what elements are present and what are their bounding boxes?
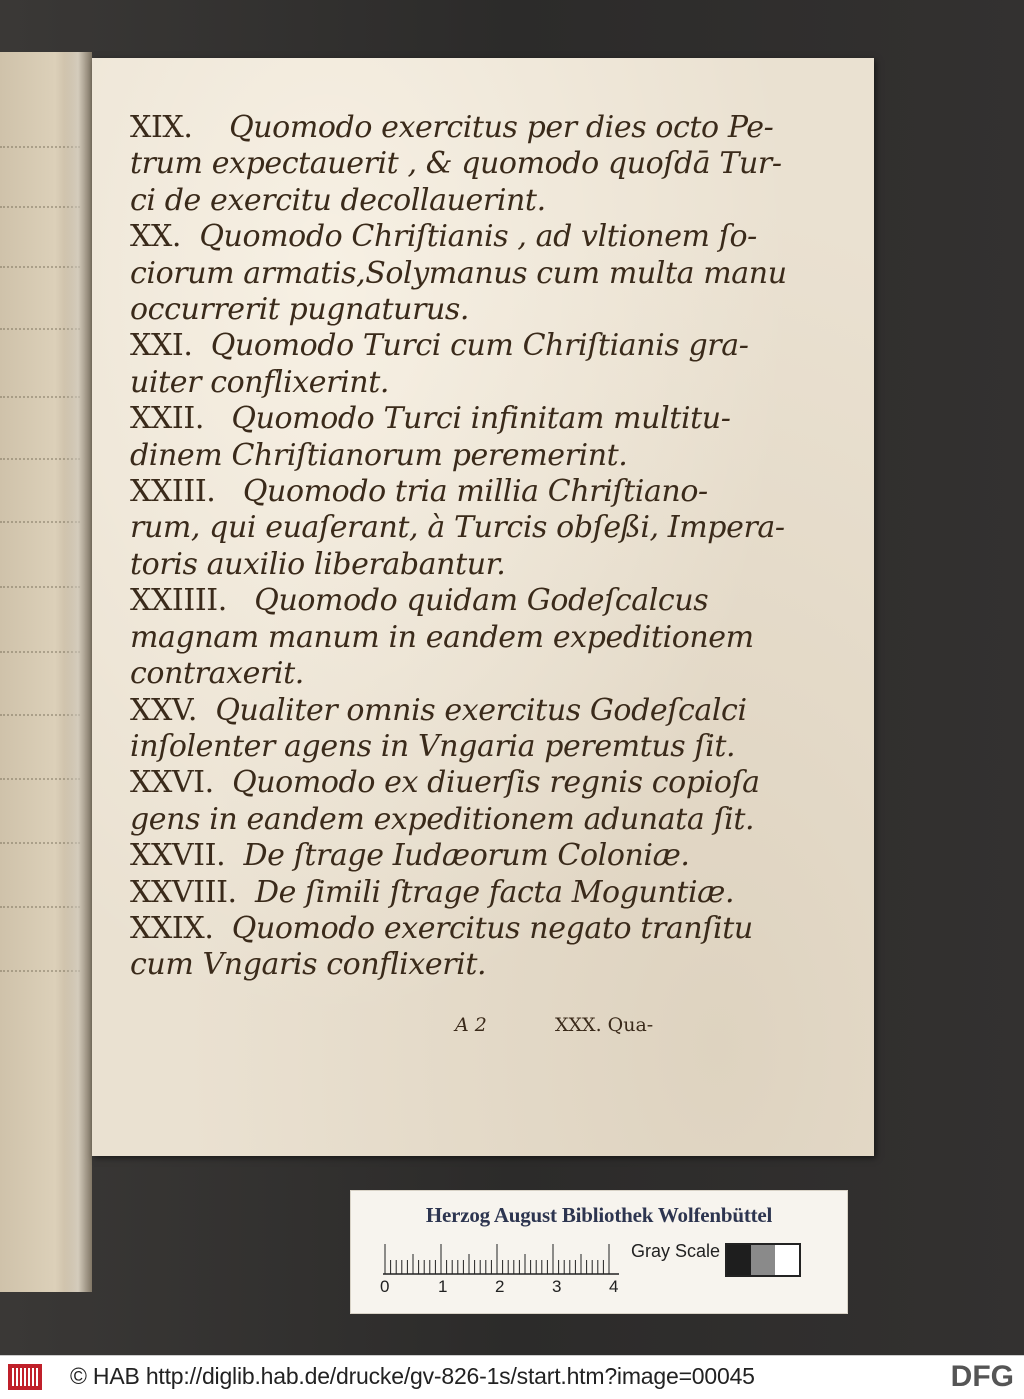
ruler-label: 0 [380,1277,390,1296]
page-fold-shadow [64,52,92,1292]
chapter-entry-22 [130,401,731,474]
text-line [130,910,753,947]
line-text: Quomodo exercitus negato tranſitu [231,910,753,946]
chapter-numeral: XX. [130,219,182,255]
text-line [130,474,708,510]
text-line: occurrerit pugnaturus. [130,292,470,328]
source-credit: © HAB http://diglib.hab.de/drucke/gv-826-1s/start.htm?image=00045 [70,1363,755,1389]
hab-logo-icon [8,1364,42,1390]
line-text: Qualiter omnis exercitus Godeſcalci [215,692,747,728]
catchword: XXX. Qua- [555,1014,654,1036]
chapter-entry-25 [130,692,747,766]
line-text: Quomodo Chriſtianis , ad vltionem ſo- [199,219,757,255]
text-line: uiter conflixerint. [130,364,390,400]
text-line [130,838,690,874]
text-line: inſolenter agens in Vngaria peremtus ſit. [130,728,736,764]
chapter-numeral: XXVI. [130,765,214,801]
line-text: Quomodo Turci infinitam multitu- [231,401,731,437]
ruler-label: 3 [552,1277,562,1296]
text-line: rum, qui euaſerant, à Turcis obſeßi, Impera- [130,510,785,546]
text-line: contraxerit. [130,656,304,692]
ruler-label: 1 [438,1277,448,1296]
chapter-numeral: XIX. [130,110,193,145]
line-text: Quomodo ex diuerſis regnis copioſa [232,765,760,801]
chapter-numeral: XXVIII. [130,874,237,910]
chapter-entry-24 [130,583,754,692]
gray-scale-swatches [725,1243,801,1277]
chapter-entry-19 [130,110,782,219]
text-line [130,874,735,911]
signature-mark: A 2 [455,1014,487,1036]
viewer-footer [0,1355,1024,1399]
text-line [130,401,731,437]
text-line: ci de exercitu decollauerint. [130,182,546,218]
chapter-entry-23 [130,474,785,583]
gray-swatch-mid [751,1245,775,1275]
text-line: gens in eandem expeditionem adunata ſit. [130,801,755,837]
chapter-numeral: XXII. [130,401,204,437]
text-line: ciorum armatis,Solymanus cum multa manu [130,255,787,291]
gray-swatch-dark [727,1245,751,1275]
chapter-entry-29 [130,910,753,984]
chapter-numeral: XXIII. [130,474,216,510]
ruler-scale [383,1241,619,1275]
chapter-numeral: XXIX. [130,910,214,946]
chapter-entry-27 [130,838,690,874]
line-text: De ſtrage Iudæorum Coloniæ. [243,838,690,874]
text-line [130,583,709,619]
text-line: trum expectauerit , & quomodo quoſdā Tur- [130,146,782,182]
line-text: Quomodo quidam Godeſcalcus [254,583,709,619]
gray-swatch-light [775,1245,799,1275]
line-text: De ſimili ſtrage facta Moguntiæ. [254,874,735,910]
chapter-numeral: XXI. [130,328,193,364]
text-line: dinem Chriſtianorum peremerint. [130,437,628,473]
line-text: Quomodo Turci cum Chriſtianis gra- [210,328,749,364]
text-line [130,765,760,801]
library-name: Herzog August Bibliothek Wolfenbüttel [425,1203,773,1227]
chapter-numeral: XXIIII. [130,583,227,619]
gray-scale-label: Gray Scale [631,1241,721,1261]
text-line [130,328,749,364]
chapter-entry-21 [130,328,749,401]
chapter-entry-26 [130,765,760,838]
text-line [130,110,774,146]
color-reference-card [350,1190,848,1314]
ruler-label: 2 [495,1277,505,1296]
text-line [130,692,747,729]
chapter-numeral: XXV. [130,692,198,728]
line-text: Quomodo exercitus per dies octo Pe- [229,110,774,145]
chapter-entry-28 [130,874,735,911]
text-line: toris auxilio liberabantur. [130,546,506,582]
dfg-logo: DFG [950,1360,1014,1393]
text-line [130,219,757,255]
ruler-label: 4 [609,1277,619,1296]
chapter-numeral: XXVII. [130,838,226,874]
chapter-list [130,110,787,984]
text-line: cum Vngaris conflixerit. [130,947,487,983]
line-text: Quomodo tria millia Chriſtiano- [242,474,708,510]
text-line: magnam manum in eandem expeditionem [130,619,754,655]
chapter-entry-20 [130,219,787,328]
